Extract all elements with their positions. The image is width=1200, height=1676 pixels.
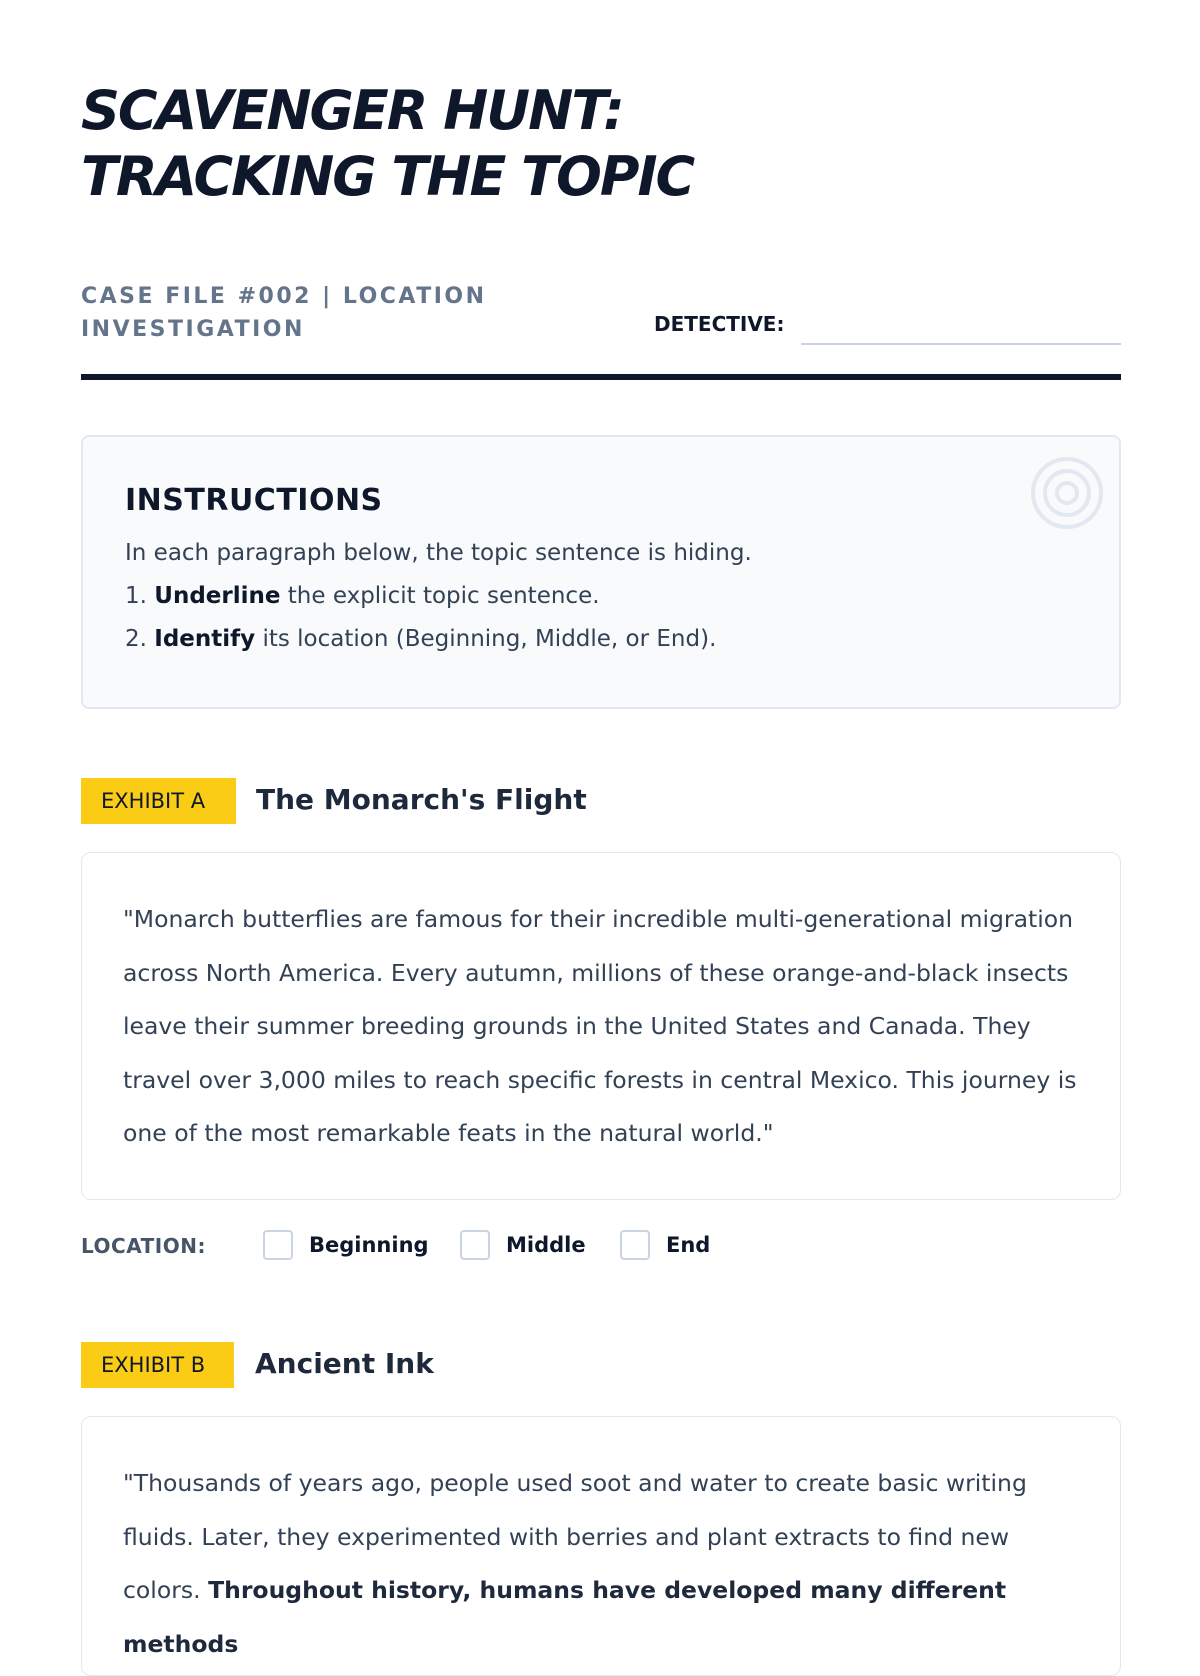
target-icon [1029, 455, 1105, 531]
instructions-step-1 [125, 583, 600, 609]
exhibit-a-location-row [81, 1228, 1121, 1264]
detective-name-field[interactable] [801, 343, 1121, 345]
instructions-panel [81, 435, 1121, 709]
middle-label: Middle [506, 1233, 586, 1257]
exhibit-b-passage [81, 1416, 1121, 1676]
step-1-number: 1. [125, 583, 147, 609]
beginning-label: Beginning [309, 1233, 429, 1257]
exhibit-a-passage-text[interactable]: "Monarch butterflies are famous for their incredible multi-generational migration across North America. Every autumn, millions of these orange-and-black insects leave their summer breeding grounds in the United States and Canada. They travel over 3,000 miles to reach specific forests in central Mexico. This journey is one of the most remarkable feats in the natural world." [123, 905, 1077, 1147]
end-checkbox[interactable] [620, 1230, 650, 1260]
exhibit-a-badge: EXHIBIT A [81, 778, 236, 824]
step-2-number: 2. [125, 626, 147, 652]
end-label: End [666, 1233, 711, 1257]
page-title: SCAVENGER HUNT: TRACKING THE TOPIC [81, 79, 694, 208]
exhibit-a-title: The Monarch's Flight [256, 783, 587, 816]
exhibit-b-topic-sentence: Throughout history, humans have developed many different methods [123, 1576, 1007, 1658]
location-label: LOCATION: [81, 1234, 206, 1258]
exhibit-b-passage-text[interactable] [123, 1457, 1080, 1671]
beginning-checkbox[interactable] [263, 1230, 293, 1260]
exhibit-b-badge: EXHIBIT B [81, 1342, 234, 1388]
exhibit-b-passage-start: "Thousands of years ago, people used soot and water to create basic writing fluids. Later, they experimented with berries and plant extracts to find new colors. [123, 1469, 1027, 1604]
step-1-text: the explicit topic sentence. [287, 583, 600, 609]
step-1-verb: Underline [154, 583, 281, 609]
middle-checkbox[interactable] [460, 1230, 490, 1260]
case-file-subtitle: CASE FILE #002 | LOCATION INVESTIGATION [81, 284, 487, 342]
step-2-verb: Identify [154, 626, 256, 652]
header-divider [81, 374, 1121, 380]
instructions-step-2 [125, 626, 716, 652]
detective-label: DETECTIVE: [654, 312, 785, 336]
step-2-text: its location (Beginning, Middle, or End). [262, 626, 717, 652]
instructions-title: INSTRUCTIONS [125, 483, 383, 518]
exhibit-b-title: Ancient Ink [255, 1347, 434, 1380]
instructions-intro: In each paragraph below, the topic sentence is hiding. [125, 540, 752, 566]
exhibit-a-passage [81, 852, 1121, 1200]
